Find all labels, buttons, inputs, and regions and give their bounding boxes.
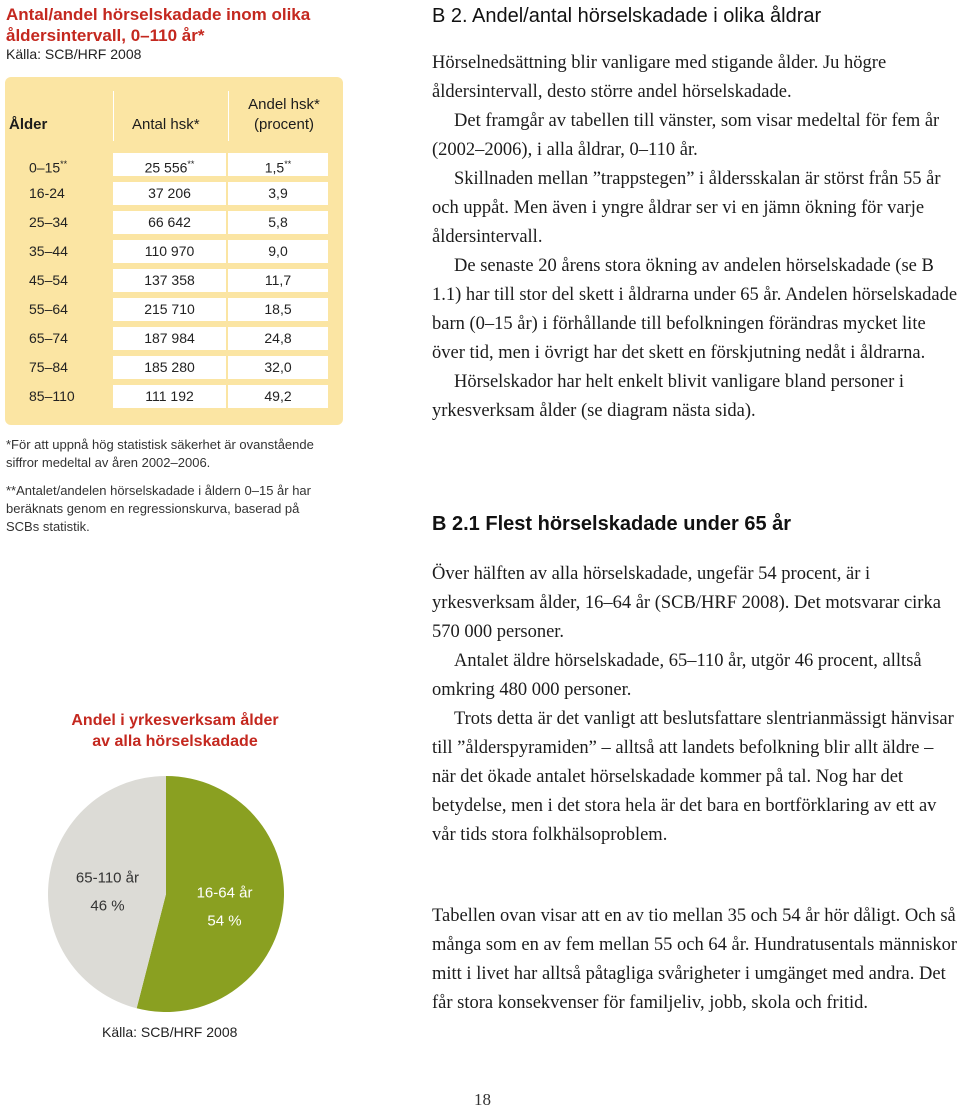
cell-count <box>113 385 226 408</box>
cell-age-value: 35–44 <box>29 243 68 259</box>
cell-pct <box>228 356 328 379</box>
table-row <box>5 295 343 324</box>
paragraph: Antalet äldre hörselskadade, 65–110 år, utgör 46 procent, alltså omkring 480 000 personer. <box>432 651 922 700</box>
header-age: Ålder <box>9 116 48 133</box>
cell-age-value: 85–110 <box>29 388 75 404</box>
table-row <box>5 353 343 382</box>
footnote-mark: ** <box>187 159 195 169</box>
cell-pct-value: 5,8 <box>268 214 288 230</box>
table-row <box>5 266 343 295</box>
paragraph: De senaste 20 årens stora ökning av andelen hörselskadade (se B 1.1) har till stor del skett i åldrarna under 65 år. Andelen hörselskadade barn (0–15 år) i förhållande till befolkningen förändras mycket lite över tid, men i övrigt har det skett en förskjutning nedåt i åldrarna. <box>432 256 958 363</box>
table-row <box>5 237 343 266</box>
footnote-mark: ** <box>284 159 292 169</box>
table-row <box>5 324 343 353</box>
cell-age <box>5 269 111 292</box>
cell-count <box>113 356 226 379</box>
cell-count <box>113 327 226 350</box>
cell-count <box>113 182 226 205</box>
pie-slice-label: 16-64 år <box>196 884 253 902</box>
table-title-line-2: åldersintervall, 0–110 år* <box>6 26 205 45</box>
cell-pct <box>228 211 328 234</box>
cell-count <box>113 153 226 176</box>
cell-age <box>5 327 111 350</box>
table-footnote-1: *För att uppnå hög statistisk säkerhet är ovanstående siffror medeltal av åren 2002–2006. <box>6 437 314 470</box>
cell-pct <box>228 327 328 350</box>
cell-count-value: 215 710 <box>144 301 195 317</box>
header-divider <box>113 91 114 141</box>
table-body <box>5 150 343 411</box>
cell-age <box>5 356 111 379</box>
table-row <box>5 179 343 208</box>
pie-slice-label: 65-110 år <box>75 869 140 887</box>
table-row <box>5 208 343 237</box>
cell-count-value: 187 984 <box>144 330 195 346</box>
cell-age <box>5 153 111 176</box>
cell-age-value: 45–54 <box>29 272 68 288</box>
pie-slice-value-label: 54 % <box>207 912 242 930</box>
cell-count <box>113 298 226 321</box>
pie-slice-value-label: 46 % <box>90 897 125 915</box>
cell-age <box>5 298 111 321</box>
pie-title-line-2: av alla hörselskadade <box>92 733 258 750</box>
paragraph: Skillnaden mellan ”trappstegen” i åldersskalan är störst från 55 år och uppåt. Men även i yngre åldrar ser vi en jämn ökning för varje åldersintervall. <box>432 169 941 247</box>
paragraph: Det framgår av tabellen till vänster, som visar medeltal för fem år (2002–2006), i alla åldrar, 0–110 år. <box>432 111 940 160</box>
cell-age <box>5 385 111 408</box>
cell-age <box>5 182 111 205</box>
cell-age <box>5 211 111 234</box>
cell-count-value: 111 192 <box>145 388 194 404</box>
subsection-heading: B 2.1 Flest hörselskadade under 65 år <box>432 513 792 535</box>
pie-title-line-1: Andel i yrkesverksam ålder <box>71 712 279 729</box>
paragraph: Trots detta är det vanligt att beslutsfattare slentrianmässigt hänvisar till ”ålderspyramiden” – alltså att landets befolkning blir allt äldre – när det ökade antalet hörselskadade kommer på tal. Nog har det betydelse, men i det stora hela är det bara en bortförklaring av ett av vår tids stora folkhälsoproblem. <box>432 709 954 845</box>
page-number: 18 <box>474 1090 491 1109</box>
section-heading: B 2. Andel/antal hörselskadade i olika åldrar <box>432 5 822 27</box>
cell-pct <box>228 269 328 292</box>
cell-pct-value: 9,0 <box>268 243 288 259</box>
cell-pct <box>228 240 328 263</box>
pie-source: Källa: SCB/HRF 2008 <box>102 1024 238 1040</box>
cell-age-value: 16-24 <box>29 185 65 201</box>
cell-count-value: 25 556 <box>144 159 188 176</box>
table-row <box>5 382 343 411</box>
table-title <box>6 4 336 46</box>
cell-age-value: 65–74 <box>29 330 68 346</box>
body-text-1 <box>432 49 960 426</box>
cell-pct <box>228 153 328 176</box>
header-divider <box>228 91 229 141</box>
pie-chart <box>46 774 286 1014</box>
header-pct <box>236 95 332 135</box>
age-table <box>5 77 343 425</box>
cell-age <box>5 240 111 263</box>
cell-count <box>113 240 226 263</box>
footnote-mark: ** <box>60 159 68 169</box>
table-footnote-2: **Antalet/andelen hörselskadade i åldern 0–15 år har beräknats genom en regressionskurva, baserad på SCBs statistik. <box>6 483 311 534</box>
paragraph: Över hälften av alla hörselskadade, ungefär 54 procent, är i yrkesverksam ålder, 16–64 år (SCB/HRF 2008). Det motsvarar cirka 570 000 personer. <box>432 564 941 642</box>
table-source: Källa: SCB/HRF 2008 <box>6 46 142 62</box>
cell-pct <box>228 182 328 205</box>
cell-pct-value: 49,2 <box>264 388 292 404</box>
paragraph: Tabellen ovan visar att en av tio mellan 35 och 54 år hör dåligt. Och så många som en av fem mellan 55 och 64 år. Hundratusentals människor mitt i livet har alltså påtagliga svårigheter i umgänget med andra. Det får stora konsekvenser för familjeliv, jobb, skola och fritid. <box>432 906 958 1013</box>
header-count: Antal hsk* <box>132 116 200 133</box>
body-text-2 <box>432 560 960 850</box>
header-pct-line-2: (procent) <box>253 116 315 133</box>
cell-count-value: 137 358 <box>144 272 195 288</box>
header-pct-line-1: Andel hsk* <box>248 96 320 113</box>
cell-age-value: 0–15 <box>29 159 61 176</box>
cell-age-value: 75–84 <box>29 359 68 375</box>
cell-count-value: 185 280 <box>144 359 195 375</box>
paragraph: Hörselskador har helt enkelt blivit vanligare bland personer i yrkesverksam ålder (se diagram nästa sida). <box>432 372 905 421</box>
cell-age-value: 25–34 <box>29 214 68 230</box>
table-title-line-1: Antal/andel hörselskadade inom olika <box>6 5 311 24</box>
cell-count <box>113 269 226 292</box>
cell-count-value: 37 206 <box>148 185 191 201</box>
cell-count <box>113 211 226 234</box>
cell-pct-value: 11,7 <box>264 272 292 288</box>
cell-pct-value: 3,9 <box>268 185 288 201</box>
cell-pct <box>228 298 328 321</box>
body-text-3 <box>432 902 960 1018</box>
cell-pct-value: 24,8 <box>264 330 292 346</box>
cell-pct-value: 1,5 <box>264 159 285 176</box>
cell-pct-value: 18,5 <box>264 301 292 317</box>
paragraph: Hörselnedsättning blir vanligare med stigande ålder. Ju högre åldersintervall, desto större andel hörselskadade. <box>432 53 887 102</box>
cell-pct-value: 32,0 <box>264 359 292 375</box>
cell-pct <box>228 385 328 408</box>
table-row <box>5 150 343 179</box>
cell-count-value: 66 642 <box>148 214 191 230</box>
cell-age-value: 55–64 <box>29 301 68 317</box>
pie-title <box>20 710 330 752</box>
cell-count-value: 110 970 <box>144 243 195 259</box>
